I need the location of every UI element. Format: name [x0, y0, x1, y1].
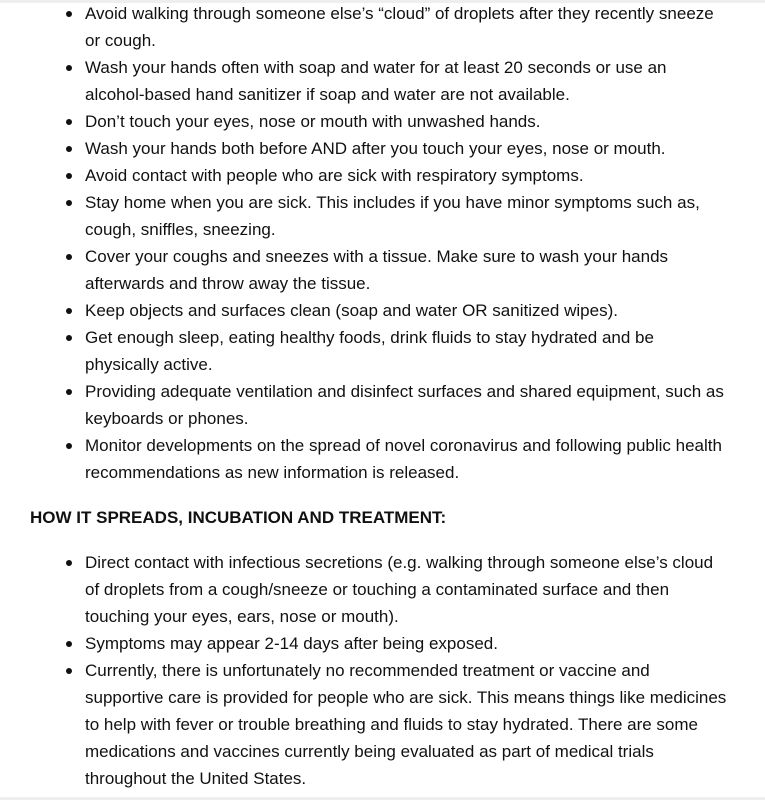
- bullet-icon: [66, 119, 72, 125]
- list-item: Currently, there is unfortunately no recommended treatment or vaccine and supportive care is provided for people who are sick. This means things like medicines to help with fever or trouble breathing and fluids to stay hydrated. There are some medications and vaccines currently being evaluated as part of medical trials throughout the United States.: [30, 657, 730, 792]
- list-item: Keep objects and surfaces clean (soap and water OR sanitized wipes).: [30, 297, 730, 324]
- bullet-icon: [66, 668, 72, 674]
- list-item: Direct contact with infectious secretions (e.g. walking through someone else’s cloud of droplets from a cough/sneeze or touching a contaminated surface and then touching your eyes, ears, nose or mouth).: [30, 549, 730, 630]
- bullet-icon: [66, 146, 72, 152]
- list-item: Avoid contact with people who are sick with respiratory symptoms.: [30, 162, 730, 189]
- bullet-icon: [66, 641, 72, 647]
- bullet-icon: [66, 11, 72, 17]
- bullet-icon: [66, 389, 72, 395]
- list-item: Avoid walking through someone else’s “cloud” of droplets after they recently sneeze or cough.: [30, 0, 730, 54]
- list-item: Don’t touch your eyes, nose or mouth with unwashed hands.: [30, 108, 730, 135]
- list-item: Wash your hands often with soap and water for at least 20 seconds or use an alcohol-based hand sanitizer if soap and water are not available.: [30, 54, 730, 108]
- bullet-icon: [66, 200, 72, 206]
- bullet-icon: [66, 65, 72, 71]
- list-item: Symptoms may appear 2-14 days after being exposed.: [30, 630, 730, 657]
- list-item: Monitor developments on the spread of novel coronavirus and following public health recommendations as new information is released.: [30, 432, 730, 486]
- bullet-icon: [66, 173, 72, 179]
- bullet-icon: [66, 560, 72, 566]
- prevention-list: [30, 0, 730, 486]
- list-item: Wash your hands both before AND after you touch your eyes, nose or mouth.: [30, 135, 730, 162]
- list-item: Stay home when you are sick. This includes if you have minor symptoms such as, cough, sniffles, sneezing.: [30, 189, 730, 243]
- list-item: Get enough sleep, eating healthy foods, drink fluids to stay hydrated and be physically active.: [30, 324, 730, 378]
- list-item: Providing adequate ventilation and disinfect surfaces and shared equipment, such as keyboards or phones.: [30, 378, 730, 432]
- bullet-icon: [66, 254, 72, 260]
- list-item: Cover your coughs and sneezes with a tissue. Make sure to wash your hands afterwards and throw away the tissue.: [30, 243, 730, 297]
- bullet-icon: [66, 443, 72, 449]
- section-heading: HOW IT SPREADS, INCUBATION AND TREATMENT:: [30, 508, 447, 527]
- bullet-icon: [66, 308, 72, 314]
- article-body: [30, 0, 730, 792]
- spread-list: [30, 549, 730, 792]
- bullet-icon: [66, 335, 72, 341]
